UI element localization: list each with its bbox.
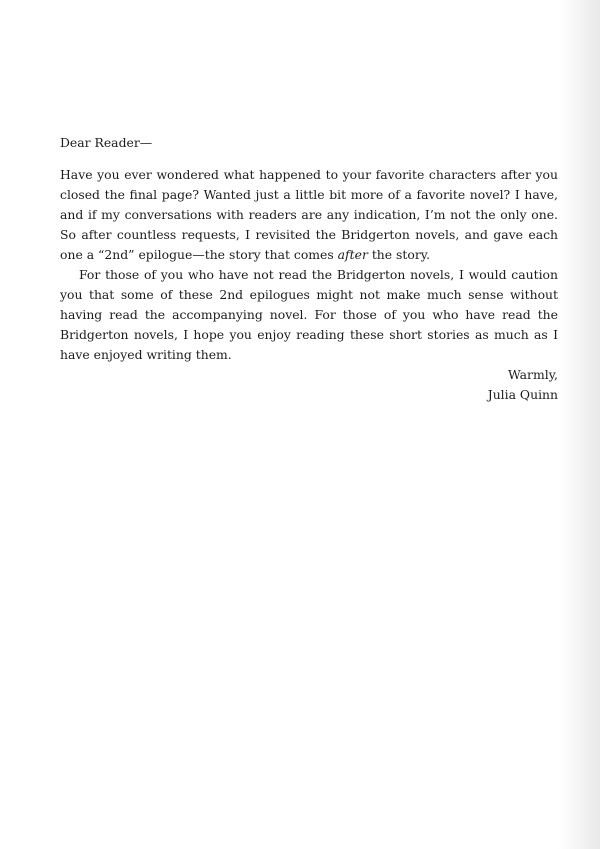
signature: Julia Quinn [487, 387, 558, 402]
page-edge-shadow [558, 0, 600, 849]
letter-body [60, 133, 558, 365]
paragraph-2: For those of you who have not read the Bridgerton novels, I would caution you that some of these 2nd epilogues might not make much sense without having read the accompanying novel. For those of you who have read the Bridgerton novels, I hope you enjoy reading these short stories as much as I have enjoyed writing them. [60, 267, 558, 362]
letter-closing [488, 365, 558, 405]
salutation: Dear Reader— [60, 135, 153, 150]
closing-word: Warmly, [508, 367, 558, 382]
paragraph-1-italic: after [337, 247, 368, 262]
paragraph-1-text: Have you ever wondered what happened to your favorite characters after you closed the final page? Wanted just a little bit more of a favorite novel? I have, and if my conversations with readers are any indication, I’m not the only one. So after countless requests, I revisited the Bridgerton novels, and gave each one a “2nd” epilogue—the story that comes [60, 167, 558, 262]
paragraph-1-end: the story. [367, 247, 431, 262]
paragraph-1 [60, 165, 558, 265]
